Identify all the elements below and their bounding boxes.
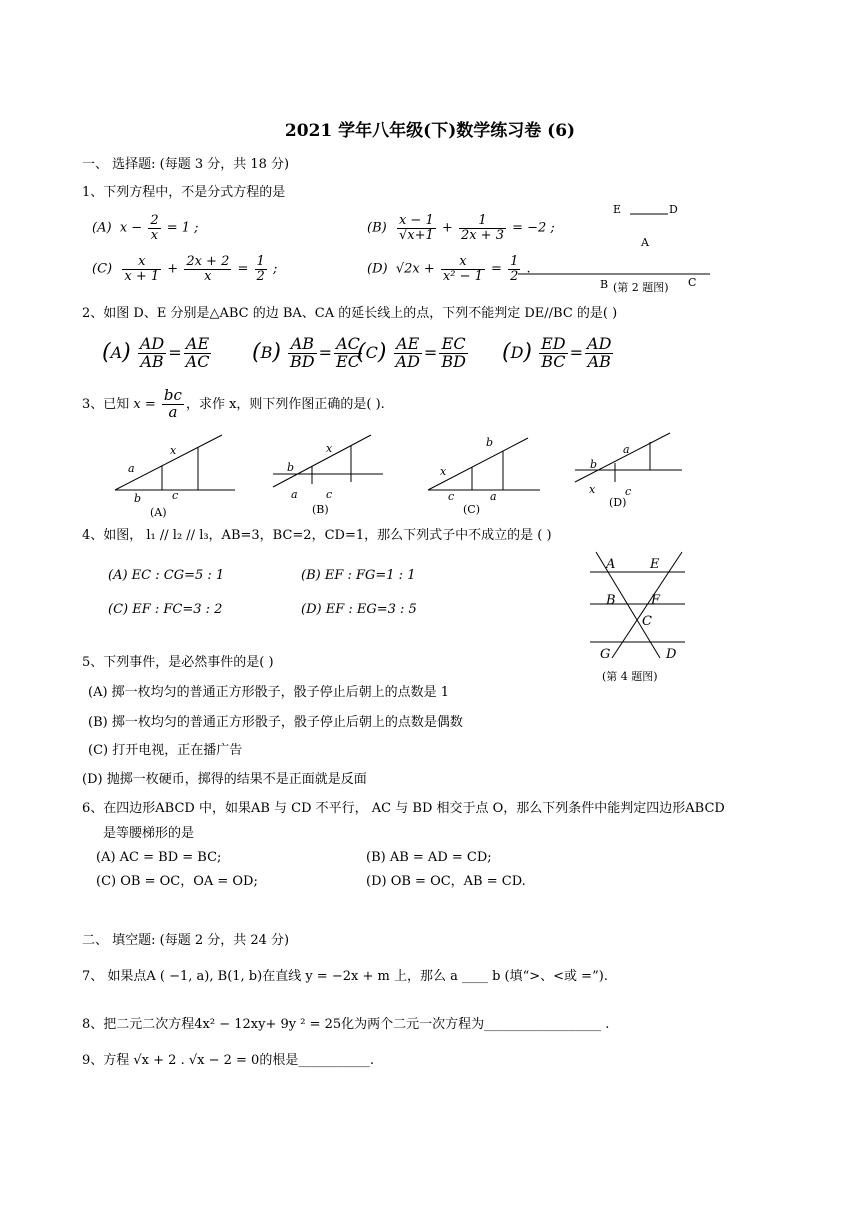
fig2-label-e: E: [613, 203, 622, 216]
fig3c-label-3: c: [448, 490, 455, 503]
fig3d-label-4: c: [625, 485, 632, 498]
q7: 7、 如果点A ( −1, a), B(1, b)在直线 y = −2x + m 上，那么 a ____ b (填“>、<或 =”).: [82, 969, 608, 984]
q1-option-c: (C) $\frac{x}{x + 1}$ + $\frac{2x + 2}{x}$ = $\frac{1}{2}$ ;: [92, 254, 278, 284]
section-1-heading: 一、 选择题: (每题 3 分，共 18 分): [82, 157, 290, 172]
fig2-label-b: B: [600, 278, 609, 291]
fig3c-caption: (C): [463, 503, 480, 516]
fig3a-label-1: a: [128, 462, 135, 475]
fig4-caption: (第 4 题图): [602, 670, 658, 683]
fig3b-label-2: x: [326, 442, 333, 455]
q1-stem: 1、下列方程中，不是分式方程的是: [82, 185, 286, 200]
q6-stem-line2: 是等腰梯形的是: [103, 826, 195, 841]
q6-option-a: (A) AC = BD = BC;: [96, 850, 222, 865]
q3-stem: 3、已知 x = $\frac{bc}{a}$ ，求作 x，则下列作图正确的是( ).: [82, 386, 385, 421]
fig3b-label-1: b: [287, 461, 295, 474]
q2-option-b: (B) $\frac{AB}{BD}$ = $\frac{AC}{EC}$: [252, 334, 360, 371]
fig4-label-d: D: [666, 647, 677, 662]
q6-option-d: (D) OB = OC，AB = CD.: [366, 874, 526, 889]
fig3a-label-4: c: [172, 489, 179, 502]
fig3b-label-4: c: [326, 488, 333, 501]
fig3a-label-3: b: [134, 492, 142, 505]
q1-option-d: (D) √2x + $\frac{x}{\text{x² − 1}}$ = $\frac{1}{2}$ .: [367, 254, 531, 284]
fig3a-label-2: x: [170, 444, 177, 457]
fig2-label-a: A: [641, 236, 649, 249]
fig3d-caption: (D): [609, 496, 627, 509]
page-title: 2021 学年八年级(下)数学练习卷 (6): [284, 121, 576, 141]
q5-option-b: (B) 掷一枚均匀的普通正方形骰子，骰子停止后朝上的点数是偶数: [88, 715, 463, 730]
fig2-label-c: C: [688, 276, 697, 289]
q1-option-b: (B) $\frac{x - 1}{√x+1}$ + $\frac{1}{2x + 3}$ = −2 ;: [367, 213, 555, 243]
fig2-label-d: D: [669, 203, 678, 216]
fig3d-label-2: a: [623, 443, 630, 456]
fig3c-label-1: x: [440, 465, 447, 478]
q6-stem-line1: 6、在四边形ABCD 中，如果AB 与 CD 不平行， AC 与 BD 相交于点 O，那么下列条件中能判定四边形ABCD: [82, 801, 725, 816]
q6-option-c: (C) OB = OC，OA = OD;: [96, 874, 258, 889]
section-2-heading: 二、 填空题: (每题 2 分，共 24 分): [82, 933, 290, 948]
q2-stem: 2、如图 D、E 分别是△ABC 的边 BA、CA 的延长线上的点，下列不能判定 DE//BC 的是( ): [82, 306, 618, 321]
q5-option-a: (A) 掷一枚均匀的普通正方形骰子，骰子停止后朝上的点数是 1: [88, 685, 450, 700]
q4-option-b: (B) EF : FG=1 : 1: [301, 568, 416, 583]
q2-option-a: (A) $\frac{AD}{AB}$ = $\frac{AE}{AC}$: [102, 334, 210, 371]
q8: 8、把二元二次方程4x² − 12xy+ 9y ² = 25化为两个二元一次方程为__________________ .: [82, 1017, 610, 1032]
fig2-caption: (第 2 题图): [613, 281, 669, 294]
q6-option-b: (B) AB = AD = CD;: [366, 850, 492, 865]
q5-stem: 5、下列事件，是必然事件的是( ): [82, 655, 274, 670]
fig3c-label-2: b: [486, 436, 494, 449]
q5-option-d: (D) 抛掷一枚硬币，掷得的结果不是正面就是反面: [82, 772, 367, 787]
fig4-label-g: G: [600, 647, 611, 662]
fig4-label-e: E: [650, 557, 660, 572]
fig3b-label-3: a: [291, 488, 298, 501]
fig3a-caption: (A): [150, 506, 167, 519]
fig4-label-a: A: [606, 557, 616, 572]
q1-option-a: (A) x − $\frac{2}{x}$ = 1 ;: [92, 213, 199, 243]
fig3d-label-3: x: [589, 483, 596, 496]
q2-option-c: (C) $\frac{AE}{AD}$ = $\frac{EC}{BD}$: [357, 334, 466, 371]
q4-option-d: (D) EF : EG=3 : 5: [301, 602, 417, 617]
fig3b-caption: (B): [312, 503, 329, 516]
q2-option-d: (D) $\frac{ED}{BC}$ = $\frac{AD}{AB}$: [502, 334, 612, 371]
q4-option-a: (A) EC : CG=5 : 1: [108, 568, 225, 583]
q4-stem: 4、如图， l₁ // l₂ // l₃，AB=3，BC=2，CD=1，那么下列式子中不成立的是 ( ): [82, 528, 552, 543]
q4-option-c: (C) EF : FC=3 : 2: [108, 602, 223, 617]
fig3d-label-1: b: [590, 458, 598, 471]
fig3c-label-4: a: [490, 490, 497, 503]
figure-q3-b: [268, 432, 388, 492]
fig4-label-b: B: [606, 593, 616, 608]
fig4-label-f: F: [651, 593, 661, 608]
q9: 9、方程 √x + 2 . √x − 2 = 0的根是___________.: [82, 1053, 374, 1068]
fig4-label-c: C: [642, 614, 652, 629]
q5-option-c: (C) 打开电视，正在播广告: [88, 743, 243, 758]
